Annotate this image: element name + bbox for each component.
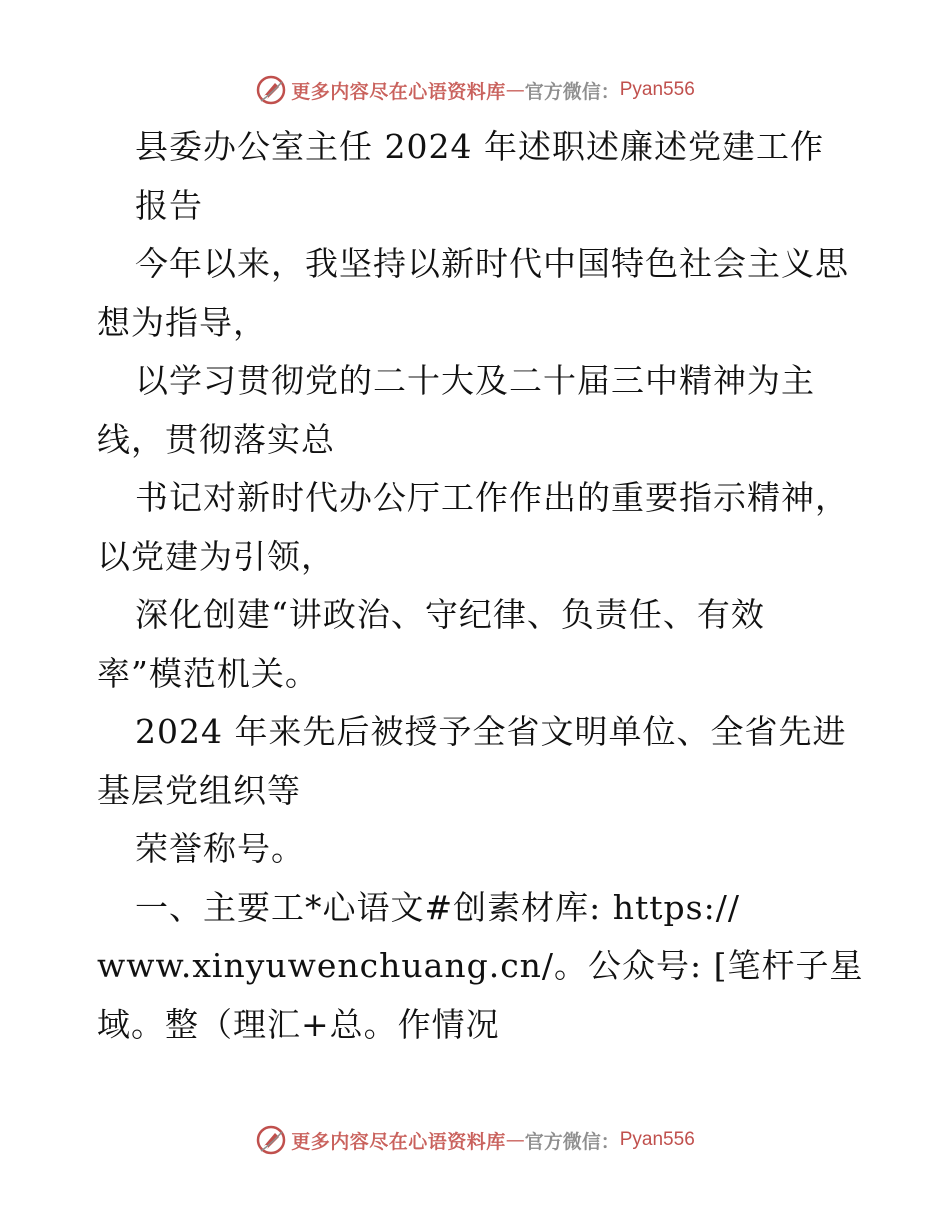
document-line: www.xinyuwenchuang.cn/。公众号: [笔杆子星 <box>97 946 864 985</box>
document-line: 以学习贯彻党的二十大及二十届三中精神为主 <box>135 361 815 400</box>
watermark-label: 官方微信： <box>524 80 620 103</box>
watermark-dash: — <box>505 79 525 101</box>
document-line: 以党建为引领， <box>97 536 335 576</box>
document-line: 率”模范机关。 <box>97 653 319 693</box>
document-line: 想为指导， <box>97 302 267 342</box>
watermark-wechat-id: Pyan556 <box>619 1129 695 1150</box>
document-line: 域。整（理汇+总。作情况 <box>97 1004 500 1044</box>
watermark-text: 更多内容尽在心语资料库 <box>291 1130 506 1153</box>
document-line: 基层党组织等 <box>97 770 301 810</box>
watermark-dash: — <box>505 1129 525 1151</box>
document-line: 2024 年来先后被授予全省文明单位、全省先进 <box>135 712 847 751</box>
document-line: 一、主要工*心语文#创素材库: https:// <box>135 887 740 927</box>
watermark-wechat-id: Pyan556 <box>619 79 695 100</box>
document-line: 线，贯彻落实总 <box>97 419 335 459</box>
document-line: 荣誉称号。 <box>135 829 305 868</box>
pen-nib-logo-icon <box>255 1124 287 1156</box>
watermark-text: 更多内容尽在心语资料库 <box>291 80 506 103</box>
watermark-label: 官方微信： <box>524 1130 620 1153</box>
document-line: 报告 <box>135 185 203 225</box>
document-body <box>97 118 864 1054</box>
document-line: 书记对新时代办公厅工作作出的重要指示精神， <box>135 478 849 517</box>
footer-watermark <box>0 1120 950 1160</box>
document-line: 深化创建“讲政治、守纪律、负责任、有效 <box>135 595 765 634</box>
header-watermark <box>0 70 950 110</box>
pen-nib-logo-icon <box>255 74 287 106</box>
document-line: 县委办公室主任 2024 年述职述廉述党建工作 <box>135 127 824 166</box>
document-line: 今年以来，我坚持以新时代中国特色社会主义思 <box>135 244 849 283</box>
